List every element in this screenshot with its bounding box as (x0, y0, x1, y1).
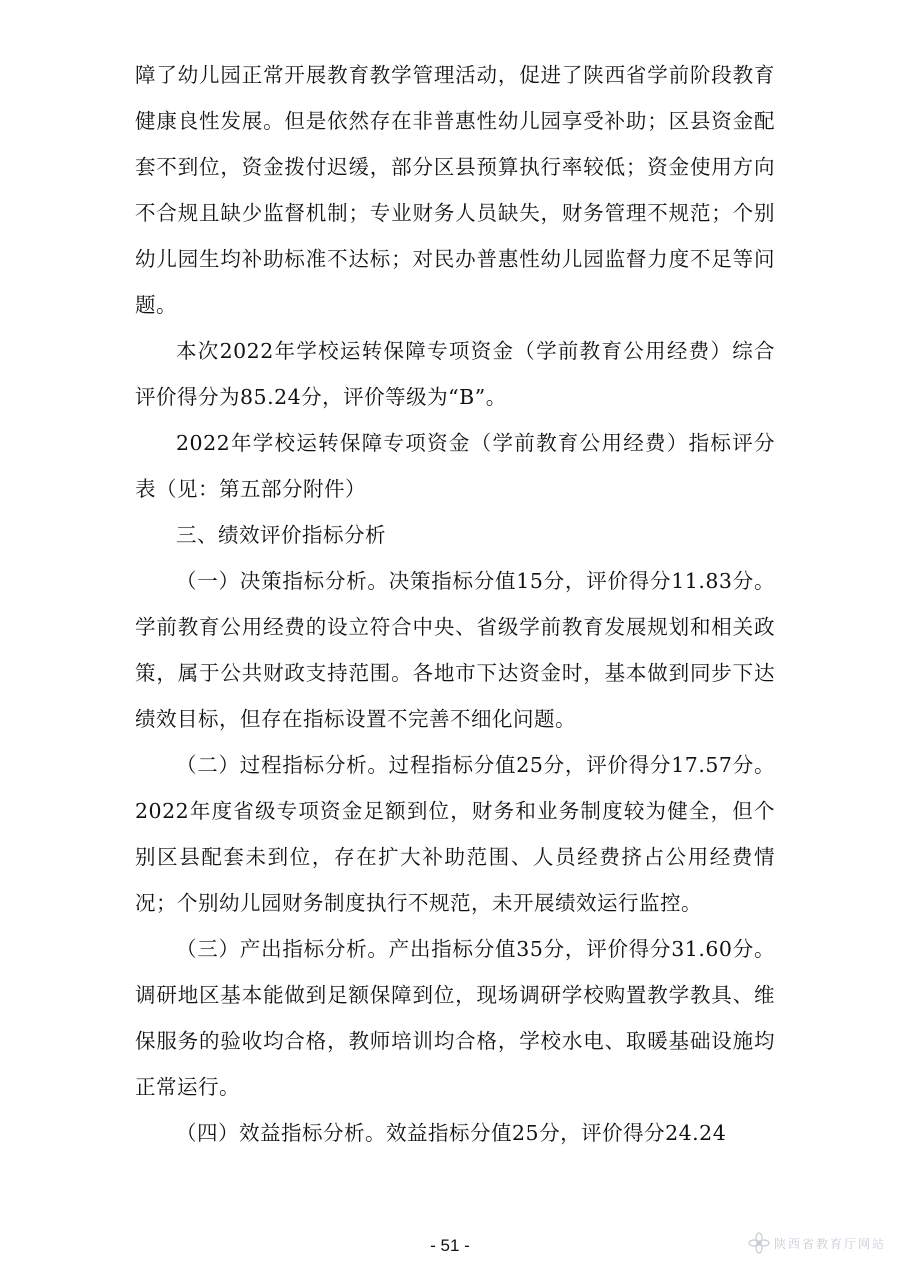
site-watermark (748, 1232, 886, 1254)
section-heading: 三、绩效评价指标分析 (176, 523, 386, 547)
flower-logo-icon (748, 1232, 770, 1254)
paragraph-score-table-reference: 2022年学校运转保障专项资金（学前教育公用经费）指标评分表（见：第五部分附件） (135, 431, 775, 501)
paragraph-process-indicators: （二）过程指标分析。过程指标分值25分，评价得分17.57分。2022年度省级专项资金足额到位，财务和业务制度较为健全，但个别区县配套未到位，存在扩大补助范围、人员经费挤占公用经费情况；个别幼儿园财务制度执行不规范，未开展绩效运行监控。 (135, 753, 775, 915)
page-number: - 51 - (430, 1236, 470, 1255)
paragraph-continuation: 障了幼儿园正常开展教育教学管理活动，促进了陕西省学前阶段教育健康良性发展。但是依然存在非普惠性幼儿园享受补助；区县资金配套不到位，资金拨付迟缓，部分区县预算执行率较低；资金使用方向不合规且缺少监督机制；专业财务人员缺失，财务管理不规范；个别幼儿园生均补助标准不达标；对民办普惠性幼儿园监督力度不足等问题。 (135, 63, 775, 317)
paragraph-output-indicators: （三）产出指标分析。产出指标分值35分，评价得分31.60分。调研地区基本能做到足额保障到位，现场调研学校购置教学教具、维保服务的验收均合格，教师培训均合格，学校水电、取暖基础设施均正常运行。 (135, 937, 775, 1099)
document-body (135, 52, 775, 1156)
paragraph-benefit-indicators: （四）效益指标分析。效益指标分值25分，评价得分24.24 (176, 1121, 727, 1145)
paragraph-decision-indicators: （一）决策指标分析。决策指标分值15分，评价得分11.83分。学前教育公用经费的设立符合中央、省级学前教育发展规划和相关政策，属于公共财政支持范围。各地市下达资金时，基本做到同步下达绩效目标，但存在指标设置不完善不细化问题。 (135, 569, 775, 731)
watermark-text: 陕西省教育厅网站 (773, 1236, 886, 1251)
paragraph-overall-score: 本次2022年学校运转保障专项资金（学前教育公用经费）综合评价得分为85.24分，评价等级为“B”。 (135, 339, 775, 409)
